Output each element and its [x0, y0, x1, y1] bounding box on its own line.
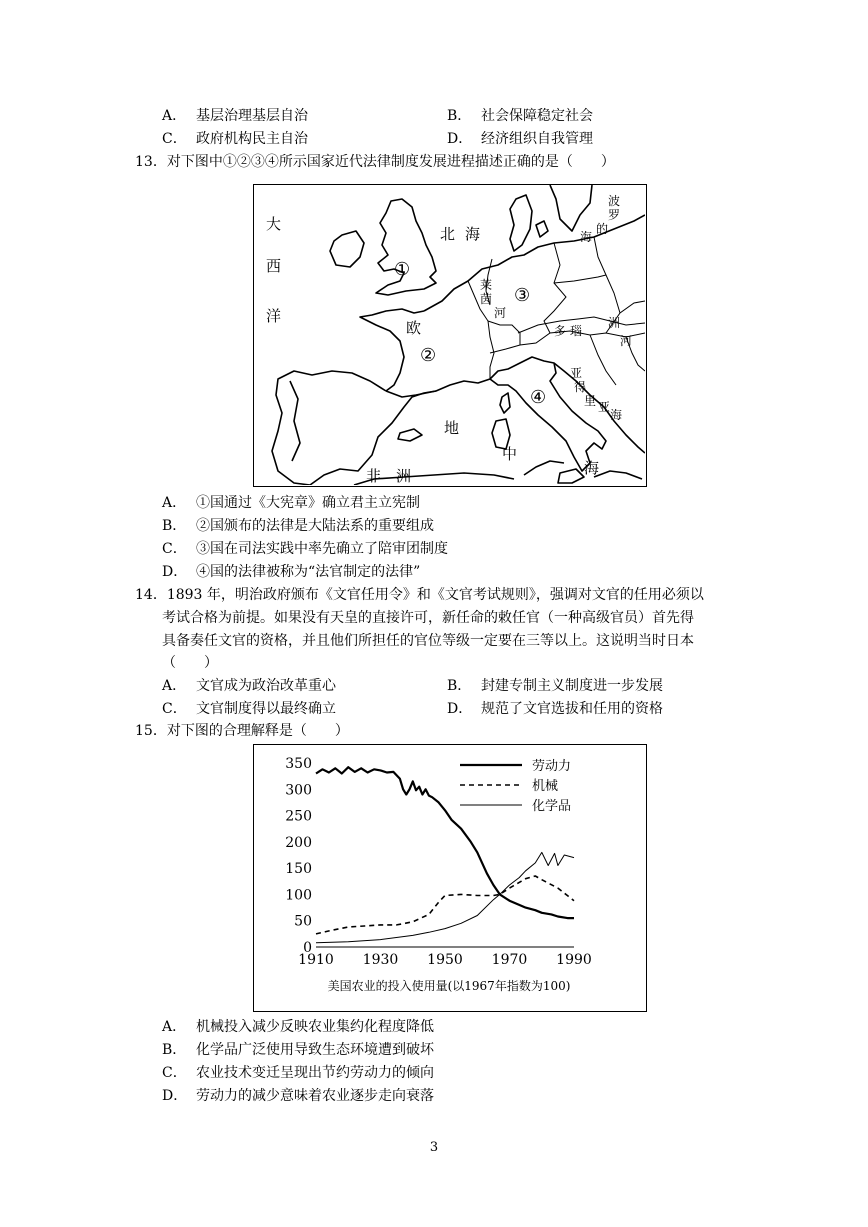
series-line-3	[316, 852, 574, 942]
map-label-europe: 欧	[406, 319, 422, 337]
map-label-circle-3: ③	[514, 285, 531, 306]
map-label-circle-2: ②	[420, 345, 437, 366]
ireland-outline	[330, 231, 364, 267]
q15-option-c	[162, 1063, 434, 1083]
option-label: A．	[162, 495, 187, 511]
y-tick-label: 150	[285, 861, 312, 878]
chart-title: 美国农业的投入使用量(以1967年指数为100)	[327, 979, 571, 993]
map-label-rhine-2: 茵	[480, 292, 493, 306]
map-label-med-1: 地	[444, 419, 460, 437]
option-text: ①国通过《大宪章》确立君主立宪制	[196, 495, 420, 511]
series-line-2	[316, 876, 574, 934]
option-text: 封建专制主义制度进一步发展	[481, 678, 663, 694]
legend-label-2: 机械	[532, 779, 559, 794]
q13-option-d	[162, 562, 420, 582]
x-tick-label: 1930	[362, 952, 399, 968]
map-label-africa: 非 洲	[366, 467, 412, 485]
option-label: B．	[162, 518, 187, 534]
legend-label-3: 化学品	[532, 799, 572, 814]
jutland-outline	[510, 195, 532, 251]
map-label-baltic-1: 波	[608, 194, 621, 208]
y-tick-label: 100	[285, 887, 312, 904]
option-text: ③国在司法实践中率先确立了陪审团制度	[196, 541, 448, 557]
option-label: B．	[447, 678, 472, 694]
option-text: 化学品广泛使用导致生态环境遭到破坏	[196, 1042, 434, 1058]
q14-option-d	[447, 699, 663, 719]
q12-option-c	[162, 129, 308, 149]
option-label: A．	[162, 1019, 187, 1035]
y-tick-label: 50	[294, 913, 312, 930]
europe-map-svg	[254, 185, 645, 485]
option-text: 劳动力的减少意味着农业逐步走向衰落	[196, 1088, 434, 1104]
option-label: D．	[162, 564, 188, 580]
q15-option-a	[162, 1017, 434, 1037]
option-label: B．	[447, 108, 472, 124]
q14-stem-line-3: 具备奏任文官的资格，并且他们所担任的官位等级一定要在三等以上。这说明当时日本	[162, 633, 694, 649]
chart-svg	[254, 745, 645, 1010]
option-label: B．	[162, 1042, 187, 1058]
q12-option-b	[447, 106, 593, 126]
map-label-rhine-1: 莱	[480, 278, 493, 292]
option-text: ②国颁布的法律是大陆法系的重要组成	[196, 518, 434, 534]
agri-inputs-chart	[253, 744, 647, 1012]
scandinavia-outline	[550, 185, 592, 231]
option-text: 经济组织自我管理	[481, 131, 593, 147]
map-label-adriatic-4: 亚	[598, 400, 611, 414]
x-tick-label: 1950	[427, 952, 463, 968]
option-text: 社会保障稳定社会	[481, 108, 593, 124]
x-tick-label: 1990	[556, 952, 592, 968]
q14-stem-line-4: （ ）	[162, 655, 218, 671]
option-text: 文官成为政治改革重心	[196, 678, 336, 694]
map-label-danube-2: 洲	[608, 316, 621, 330]
map-label-atlantic-2: 西	[266, 257, 282, 275]
map-label-baltic-2: 罗	[608, 208, 621, 222]
page-number: 3	[429, 1140, 439, 1155]
q14-stem-line-1: 14．1893 年，明治政府颁布《文官任用令》和《文官考试规则》，强调对文官的任用必须以	[135, 587, 704, 603]
map-label-adriatic-3: 里	[584, 394, 597, 408]
option-label: C．	[162, 131, 187, 147]
option-label: D．	[447, 131, 473, 147]
q12-option-a	[162, 106, 308, 126]
europe-map	[253, 184, 647, 487]
map-label-adriatic-5: 海	[610, 408, 623, 422]
option-text: 文官制度得以最终确立	[196, 701, 336, 717]
legend-label-1: 劳动力	[532, 759, 572, 774]
option-text: 政府机构民主自治	[196, 131, 308, 147]
q14-option-c	[162, 699, 336, 719]
map-label-circle-4: ④	[530, 387, 547, 408]
map-label-atlantic-3: 洋	[266, 307, 282, 325]
q15-option-d	[162, 1086, 434, 1106]
y-tick-label: 350	[285, 756, 312, 772]
x-tick-label: 1970	[491, 952, 528, 968]
map-label-adriatic-1: 亚	[570, 366, 583, 380]
britain-outline	[376, 199, 436, 295]
option-label: C．	[162, 541, 187, 557]
option-text: 农业技术变迁呈现出节约劳动力的倾向	[196, 1065, 434, 1081]
map-label-circle-1: ①	[394, 259, 411, 280]
y-tick-label: 300	[285, 782, 312, 799]
q12-option-d	[447, 129, 593, 149]
x-tick-label: 1910	[298, 952, 334, 968]
option-label: D．	[447, 701, 473, 717]
option-label: C．	[162, 1065, 187, 1081]
y-tick-label: 250	[285, 808, 312, 825]
map-label-baltic-4: 海	[580, 230, 593, 244]
q13-option-c	[162, 539, 448, 559]
map-label-baltic-3: 的	[596, 222, 609, 236]
map-label-danube-1: 多瑙	[554, 324, 587, 338]
corsica-outline	[500, 393, 510, 413]
q13-stem: 13．对下图中①②③④所示国家近代法律制度发展进程描述正确的是（ ）	[135, 154, 615, 170]
q15-option-b	[162, 1040, 434, 1060]
option-label: A．	[162, 108, 187, 124]
germany-east-border	[544, 243, 566, 333]
q13-option-a	[162, 493, 420, 513]
map-label-rhine-3: 河	[494, 306, 507, 320]
q14-stem-line-2: 考试合格为前提。如果没有天皇的直接许可，新任命的敕任官（一种高级官员）首先得	[162, 610, 694, 626]
option-text: 机械投入减少反映农业集约化程度降低	[196, 1019, 434, 1035]
map-label-atlantic-1: 大	[266, 215, 282, 233]
map-label-adriatic-2: 得	[574, 380, 587, 394]
q15-stem: 15．对下图的合理解释是（ ）	[135, 723, 349, 739]
q14-option-b	[447, 676, 663, 696]
y-tick-label: 0	[303, 940, 312, 956]
option-text: 基层治理基层自治	[196, 108, 308, 124]
y-tick-label: 200	[285, 834, 312, 851]
sicily-outline	[558, 469, 584, 483]
q13-option-b	[162, 516, 434, 536]
map-label-danube-3: 河	[620, 334, 633, 348]
map-label-north-sea: 北海	[440, 225, 491, 243]
option-text: ④国的法律被称为“法官制定的法律”	[196, 564, 421, 580]
option-label: D．	[162, 1088, 188, 1104]
chart-legend	[460, 758, 571, 814]
option-label: A．	[162, 678, 187, 694]
option-label: C．	[162, 701, 187, 717]
map-label-med-2: 中	[502, 445, 518, 463]
option-text: 规范了文官选拔和任用的资格	[481, 701, 663, 717]
q14-option-a	[162, 676, 336, 696]
map-label-med-3: 海	[584, 459, 600, 477]
